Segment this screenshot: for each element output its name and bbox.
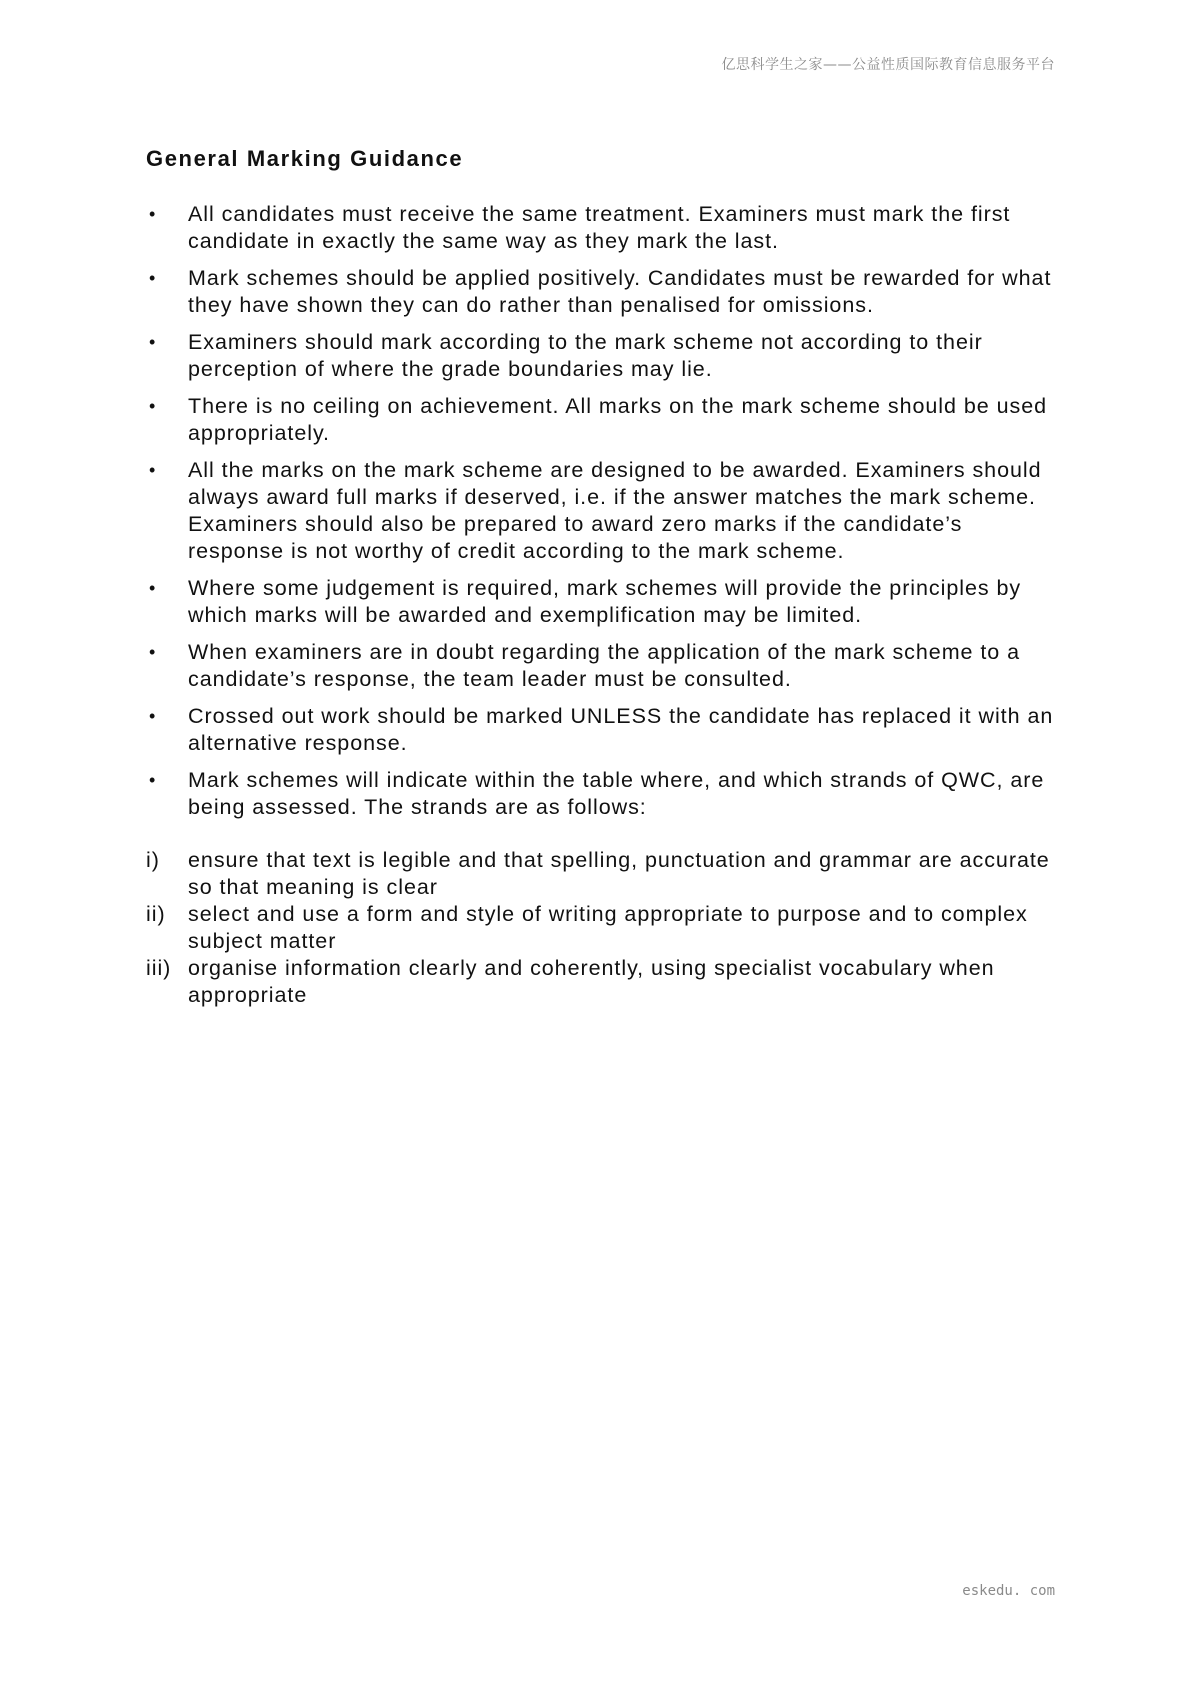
bullet-icon: •	[149, 332, 157, 352]
strand-text: organise information clearly and coherently, using specialist vocabulary when appropriate	[188, 956, 995, 1007]
strand-item	[146, 955, 1056, 1009]
bullet-item	[146, 575, 1056, 629]
bullet-text: There is no ceiling on achievement. All marks on the mark scheme should be used appropriately.	[188, 394, 1048, 445]
marking-guidance-section	[146, 145, 1056, 1009]
page-footer: eskedu. com	[962, 1583, 1055, 1599]
bullet-item	[146, 703, 1056, 757]
bullet-icon: •	[149, 706, 157, 726]
qwc-strands-list	[146, 847, 1056, 1009]
bullet-item	[146, 767, 1056, 821]
strand-marker: iii)	[146, 956, 172, 980]
bullet-icon: •	[149, 204, 157, 224]
bullet-icon: •	[149, 642, 157, 662]
strand-item	[146, 901, 1056, 955]
guidance-bullet-list	[146, 201, 1056, 821]
strand-marker: i)	[146, 848, 160, 872]
page-header: 亿思科学生之家——公益性质国际教育信息服务平台	[721, 57, 1055, 73]
bullet-item	[146, 393, 1056, 447]
bullet-text: Mark schemes should be applied positively. Candidates must be rewarded for what they have shown they can do rather than penalised for omissions.	[188, 266, 1052, 317]
bullet-icon: •	[149, 460, 157, 480]
bullet-icon: •	[149, 578, 157, 598]
bullet-item	[146, 265, 1056, 319]
bullet-text: All the marks on the mark scheme are designed to be awarded. Examiners should always award full marks if deserved, i.e. if the answer matches the mark scheme. Examiners should also be prepared to award zero marks if the candidate’s response is not worthy of credit according to the mark scheme.	[188, 458, 1042, 563]
strand-marker: ii)	[146, 902, 166, 926]
bullet-text: Where some judgement is required, mark schemes will provide the principles by which marks will be awarded and exemplification may be limited.	[188, 576, 1022, 627]
bullet-icon: •	[149, 770, 157, 790]
bullet-icon: •	[149, 396, 157, 416]
bullet-icon: •	[149, 268, 157, 288]
bullet-item	[146, 457, 1056, 565]
bullet-item	[146, 201, 1056, 255]
page-title: General Marking Guidance	[146, 146, 464, 171]
bullet-text: Examiners should mark according to the mark scheme not according to their perception of where the grade boundaries may lie.	[188, 330, 983, 381]
bullet-text: Crossed out work should be marked UNLESS the candidate has replaced it with an alternative response.	[188, 704, 1054, 755]
strand-item	[146, 847, 1056, 901]
bullet-text: All candidates must receive the same treatment. Examiners must mark the first candidate in exactly the same way as they mark the last.	[188, 202, 1011, 253]
bullet-item	[146, 639, 1056, 693]
strand-text: ensure that text is legible and that spelling, punctuation and grammar are accurate so that meaning is clear	[188, 848, 1050, 899]
strand-text: select and use a form and style of writing appropriate to purpose and to complex subject matter	[188, 902, 1028, 953]
bullet-text: Mark schemes will indicate within the table where, and which strands of QWC, are being assessed. The strands are as follows:	[188, 768, 1045, 819]
bullet-text: When examiners are in doubt regarding the application of the mark scheme to a candidate’s response, the team leader must be consulted.	[188, 640, 1021, 691]
bullet-item	[146, 329, 1056, 383]
